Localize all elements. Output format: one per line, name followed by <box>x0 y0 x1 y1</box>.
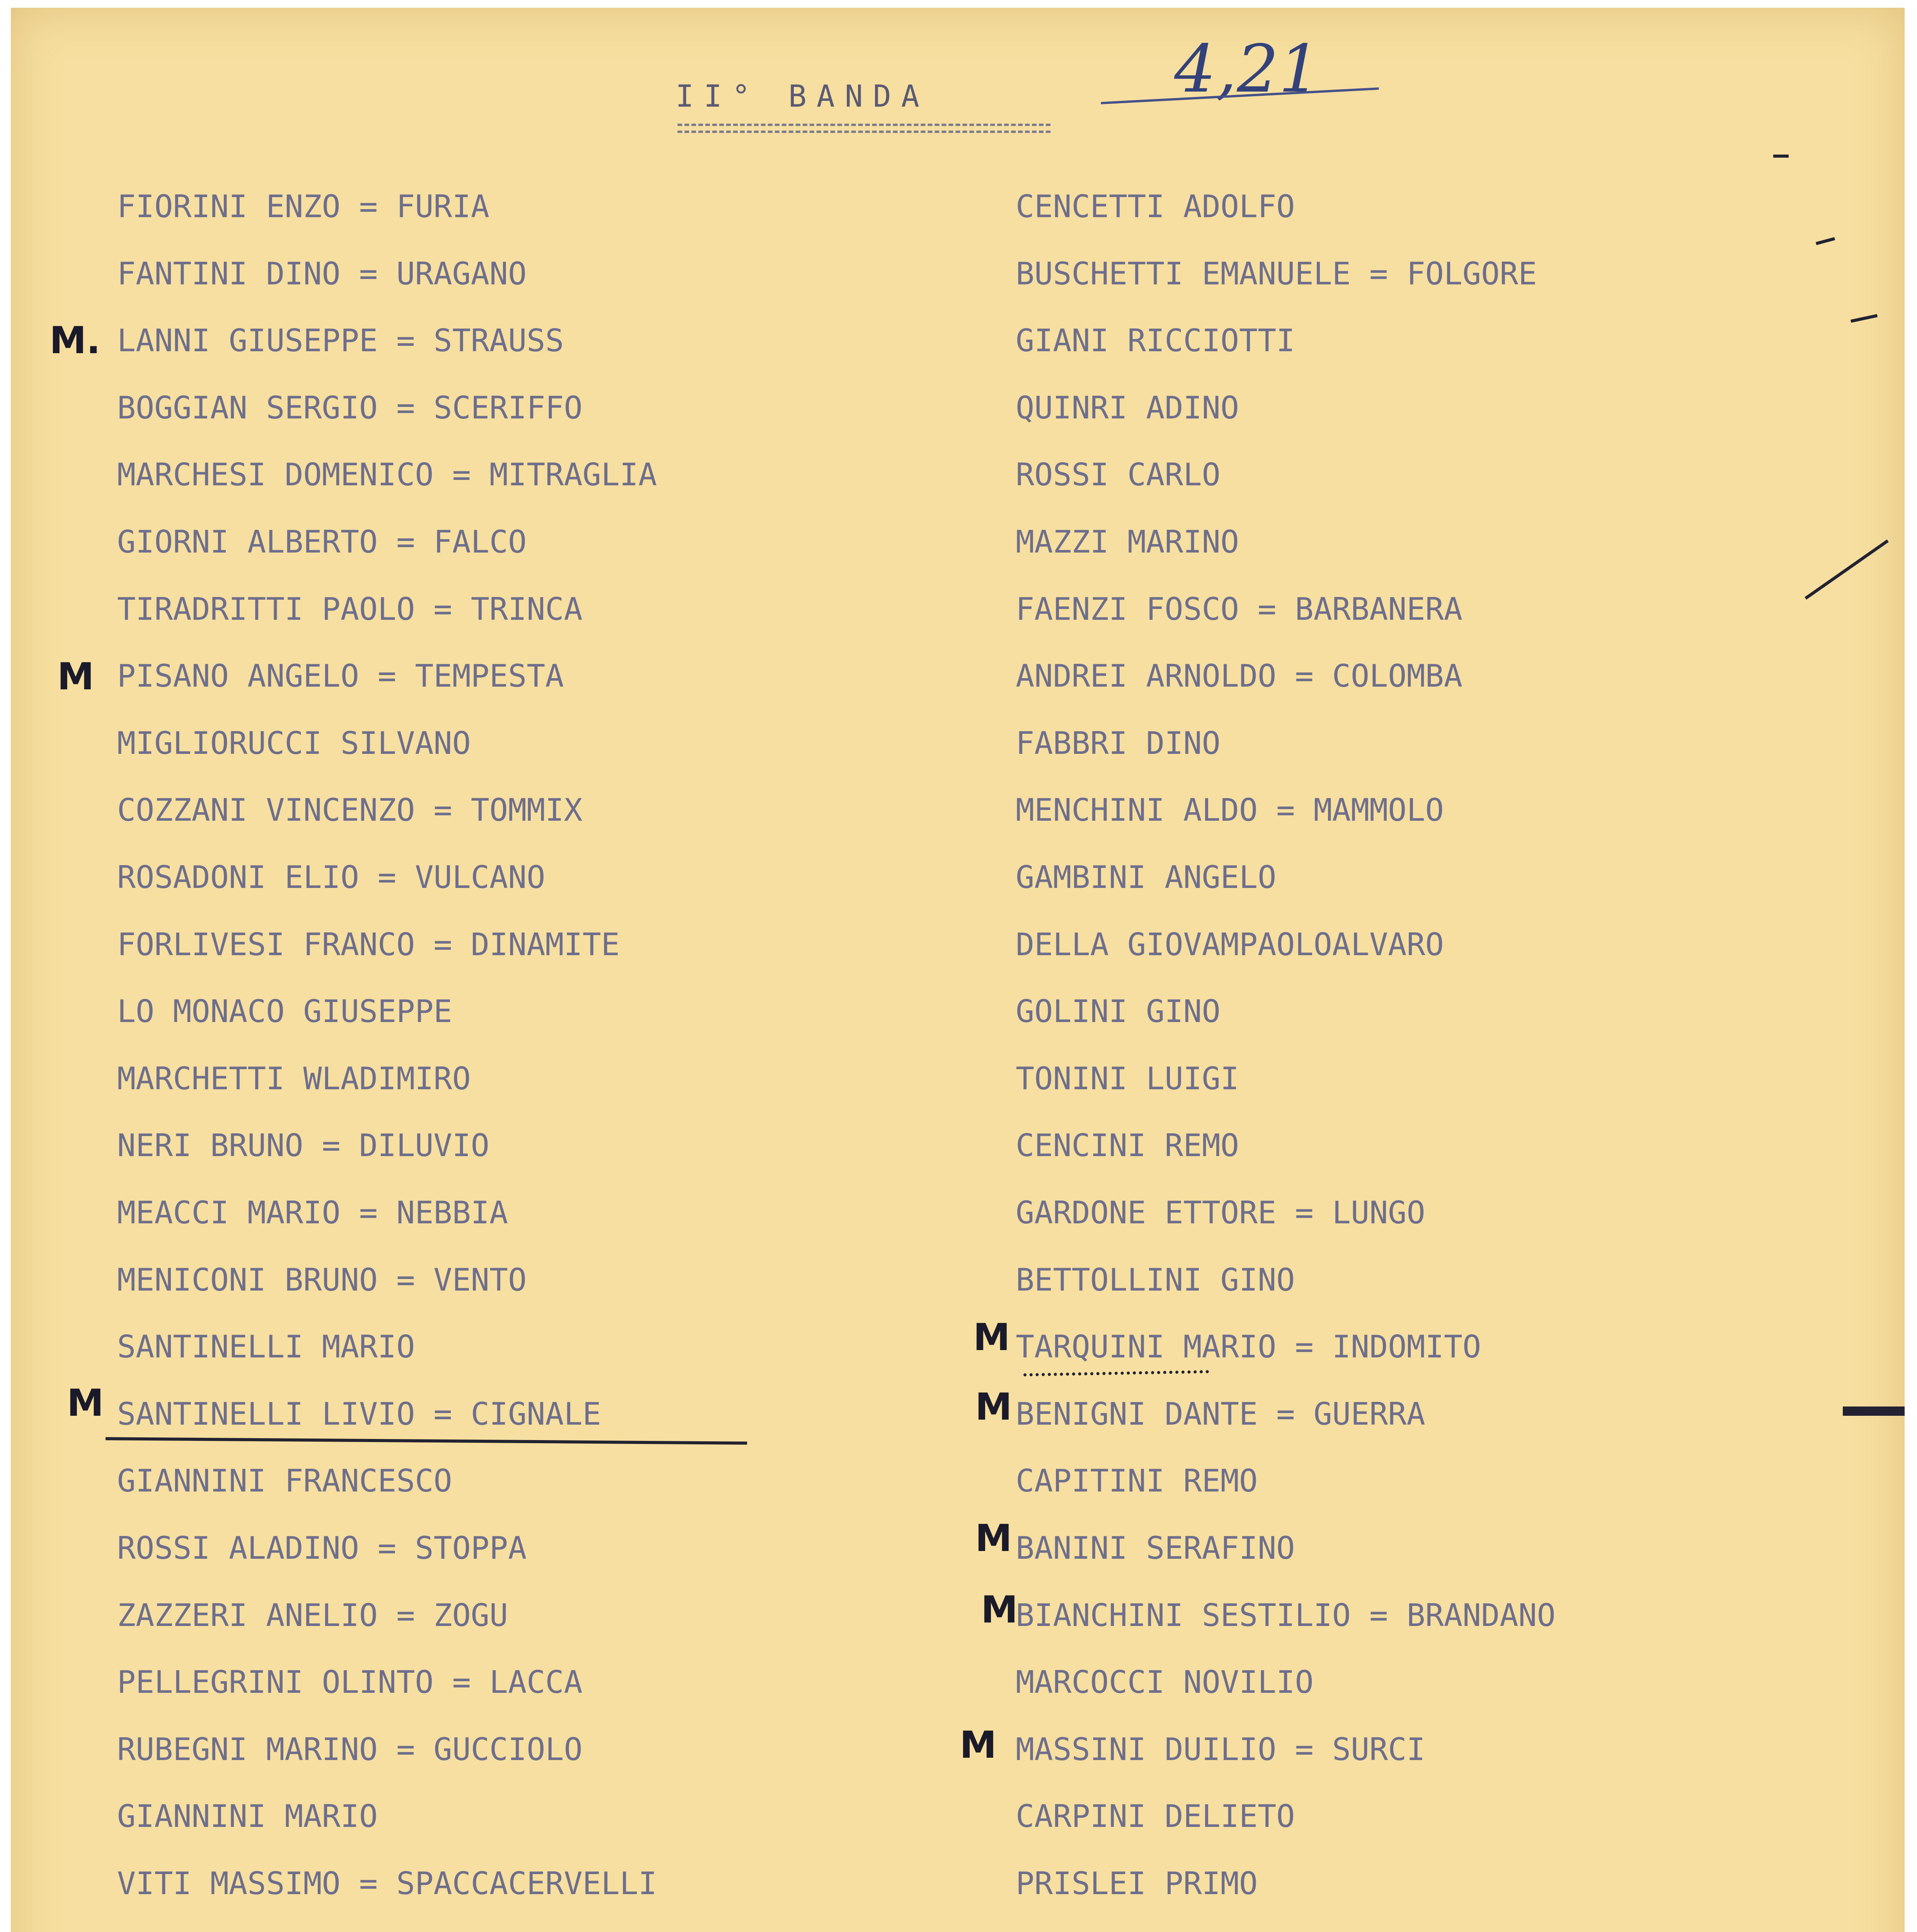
roster-entry: MARCHETTI WLADIMIRO <box>117 1060 471 1097</box>
handwritten-mark: M <box>981 1588 1018 1631</box>
roster-entry: ROSSI ALADINO = STOPPA <box>117 1530 527 1566</box>
roster-entry: GIANI RICCIOTTI <box>1016 323 1295 359</box>
pen-mark <box>1816 237 1835 245</box>
roster-entry: QUINRI ADINO <box>1016 389 1239 426</box>
document-title: II° BANDA <box>676 79 930 114</box>
handwritten-mark: M <box>975 1517 1012 1560</box>
roster-entry: FAENZI FOSCO = BARBANERA <box>1016 591 1462 627</box>
roster-entry <box>117 1930 489 1932</box>
roster-entry: BENIGNI DANTE = GUERRA <box>1016 1396 1425 1432</box>
pen-mark <box>1851 314 1878 323</box>
roster-entry: CENCINI REMO <box>1016 1128 1239 1164</box>
roster-entry: TARQUINI MARIO = INDOMITO <box>1016 1329 1481 1365</box>
roster-entry: MIGLIORUCCI SILVANO <box>117 725 471 761</box>
roster-entry: COZZANI VINCENZO = TOMMIX <box>117 792 583 828</box>
roster-entry: VITI MASSIMO = SPACCACERVELLI <box>117 1866 657 1901</box>
roster-entry: ZAZZERI ANELIO = ZOGU <box>117 1597 508 1633</box>
handwritten-mark: M <box>973 1316 1010 1359</box>
roster-entry: GIANNINI MARIO <box>117 1798 378 1835</box>
pen-mark <box>1773 155 1789 158</box>
roster-entry: GAMBINI ANGELO <box>1016 859 1277 895</box>
roster-entry: CARPINI DELIETO <box>1016 1798 1295 1835</box>
handwritten-reference: 4,21 <box>1174 31 1321 107</box>
roster-entry: SANTINELLI MARIO <box>117 1329 415 1365</box>
document-sheet <box>11 8 1905 1932</box>
roster-entry: PELLEGRINI OLINTO = LACCA <box>117 1664 583 1701</box>
roster-entry: ANDREI ARNOLDO = COLOMBA <box>1016 658 1462 694</box>
roster-entry: MARCOCCI NOVILIO <box>1016 1664 1314 1701</box>
roster-entry: NERI BRUNO = DILUVIO <box>117 1128 490 1164</box>
roster-entry: RUBEGNI MARINO = GUCCIOLO <box>117 1731 583 1767</box>
roster-entry: BETTOLLINI GINO <box>1016 1262 1295 1298</box>
roster-entry: MEACCI MARIO = NEBBIA <box>117 1195 508 1231</box>
handwritten-mark: M <box>67 1381 104 1425</box>
handwritten-underline <box>1023 1370 1209 1376</box>
pen-mark <box>1805 539 1889 600</box>
roster-entry: MENICONI BRUNO = VENTO <box>117 1262 527 1298</box>
roster-entry <box>1016 1930 1295 1932</box>
roster-entry: BIANCHINI SESTILIO = BRANDANO <box>1016 1597 1556 1633</box>
roster-entry: CAPITINI REMO <box>1016 1463 1258 1499</box>
roster-entry: CENCETTI ADOLFO <box>1016 189 1295 224</box>
roster-entry: GIORNI ALBERTO = FALCO <box>117 524 527 560</box>
handwritten-underline <box>106 1437 747 1445</box>
roster-entry: DELLA GIOVAMPAOLOALVARO <box>1016 926 1444 963</box>
roster-entry: GOLINI GINO <box>1016 993 1221 1030</box>
roster-entry: PRISLEI PRIMO <box>1016 1866 1258 1901</box>
handwritten-mark: M <box>57 655 94 698</box>
roster-entry: MENCHINI ALDO = MAMMOLO <box>1016 792 1444 828</box>
roster-entry: FANTINI DINO = URAGANO <box>117 255 527 292</box>
roster-entry: GARDONE ETTORE = LUNGO <box>1016 1195 1425 1231</box>
roster-entry: ROSADONI ELIO = VULCANO <box>117 859 545 895</box>
roster-entry: FIORINI ENZO = FURIA <box>117 189 490 224</box>
roster-entry: SANTINELLI LIVIO = CIGNALE <box>117 1396 601 1432</box>
roster-entry: BUSCHETTI EMANUELE = FOLGORE <box>1016 255 1537 292</box>
handwritten-mark: M <box>960 1723 997 1767</box>
title-underline <box>678 131 1050 133</box>
roster-entry: BANINI SERAFINO <box>1016 1530 1295 1566</box>
roster-entry: PISANO ANGELO = TEMPESTA <box>117 658 564 694</box>
pen-mark <box>1843 1406 1905 1416</box>
roster-entry: GIANNINI FRANCESCO <box>117 1463 452 1499</box>
roster-entry: FABBRI DINO <box>1016 725 1221 761</box>
roster-entry: MAZZI MARINO <box>1016 524 1239 560</box>
roster-entry: BOGGIAN SERGIO = SCERIFFO <box>117 389 583 426</box>
roster-entry: TONINI LUIGI <box>1016 1060 1239 1097</box>
handwritten-mark: M. <box>49 319 100 362</box>
roster-entry: MASSINI DUILIO = SURCI <box>1016 1731 1425 1767</box>
roster-entry: ROSSI CARLO <box>1016 457 1221 493</box>
roster-entry: LANNI GIUSEPPE = STRAUSS <box>117 323 564 359</box>
roster-entry: FORLIVESI FRANCO = DINAMITE <box>117 926 620 963</box>
roster-entry: LO MONACO GIUSEPPE <box>117 993 452 1030</box>
handwritten-mark: M <box>975 1385 1012 1429</box>
roster-entry: MARCHESI DOMENICO = MITRAGLIA <box>117 457 657 493</box>
title-underline <box>678 124 1050 126</box>
roster-entry: TIRADRITTI PAOLO = TRINCA <box>117 591 583 627</box>
